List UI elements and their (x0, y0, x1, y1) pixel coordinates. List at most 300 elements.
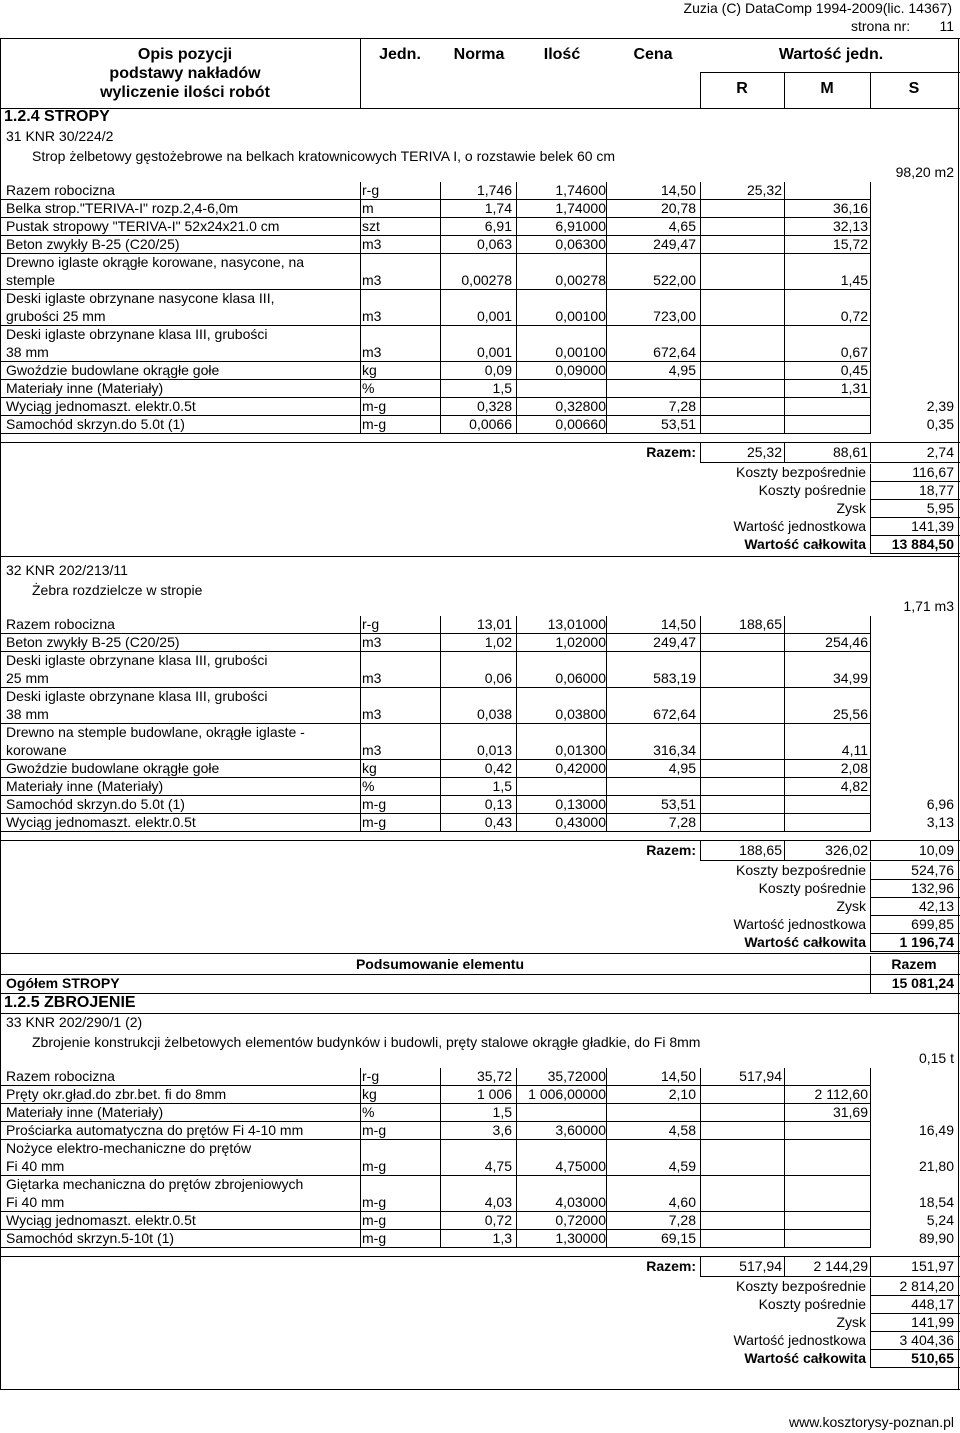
row-divider (0, 831, 870, 832)
column-divider (440, 182, 441, 434)
razem-divider (870, 1256, 871, 1276)
table-right-border (958, 38, 959, 1390)
resource-norma: 0,72 (484, 1212, 512, 1228)
razem-bottom-border (700, 462, 960, 463)
razem-divider (870, 840, 871, 860)
resource-name: grubości 25 mm (6, 308, 106, 324)
resource-value-s: 16,49 (918, 1122, 954, 1138)
resource-name: Razem robocizna (6, 1068, 115, 1084)
element-summary-divider (0, 974, 960, 975)
resource-value-s: 21,80 (918, 1158, 954, 1174)
position-number: 31 KNR 30/224/2 (6, 128, 114, 144)
element-summary-bottom (0, 993, 960, 994)
position-quantity: 0,15 t (918, 1050, 954, 1066)
column-header-opis-1: Opis pozycji (137, 46, 233, 63)
summary-label: Koszty bezpośrednie (736, 862, 866, 878)
resource-norma: 1,746 (476, 182, 512, 198)
position-description: Strop żelbetowy gęstożebrowe na belkach kratownicowych TERIVA I, o rozstawie belek 60 cm (32, 148, 616, 164)
resource-value-m: 25,56 (832, 706, 868, 722)
resource-name: Deski iglaste obrzynane klasa III, grubości (6, 652, 268, 668)
element-summary-razem-label: Razem (891, 956, 937, 972)
razem-divider (870, 442, 871, 462)
resource-name: Pustak stropowy "TERIVA-I" 52x24x21.0 cm (6, 218, 280, 234)
resource-name: Giętarka mechaniczna do prętów zbrojeniowych (6, 1176, 304, 1192)
column-divider (606, 1068, 607, 1248)
razem-divider (700, 442, 701, 462)
resource-name: Drewno iglaste okrągłe korowane, nasycone, na (6, 254, 305, 270)
resource-norma: 0,063 (476, 236, 512, 252)
resource-cena: 4,59 (668, 1158, 696, 1174)
resource-value-s: 18,54 (918, 1194, 954, 1210)
resource-value-m: 0,72 (840, 308, 868, 324)
razem-top-border (0, 840, 960, 841)
position-quantity: 1,71 m3 (903, 598, 954, 614)
razem-top-border (0, 1256, 960, 1257)
resource-value-m: 4,82 (840, 778, 868, 794)
resource-unit: m3 (362, 344, 382, 360)
summary-value: 1 196,74 (899, 934, 954, 950)
summary-divider (870, 1314, 871, 1332)
resource-name: Prościarka automatyczna do prętów Fi 4-10 mm (6, 1122, 304, 1138)
resource-value-m: 2,08 (840, 760, 868, 776)
item-separator (0, 556, 960, 557)
resource-value-m: 36,16 (832, 200, 868, 216)
resource-cena: 583,19 (653, 670, 696, 686)
resource-unit: m-g (362, 1122, 387, 1138)
razem-divider (700, 1256, 701, 1276)
resource-ilosc: 0,42000 (555, 760, 606, 776)
resource-cena: 672,64 (653, 706, 696, 722)
header-bottom-border (0, 108, 960, 109)
resource-name: Wyciąg jednomaszt. elektr.0.5t (6, 398, 196, 414)
summary-divider (870, 1278, 871, 1296)
resource-cena: 20,78 (660, 200, 696, 216)
column-header-opis-3: wyliczenie ilości robót (100, 84, 270, 101)
summary-divider (870, 862, 871, 880)
resource-cena: 7,28 (668, 814, 696, 830)
resource-norma: 1,5 (492, 1104, 512, 1120)
column-header-m: M (820, 80, 834, 97)
page-number: 11 (939, 18, 954, 34)
resource-value-s: 3,13 (926, 814, 954, 830)
table-bottom-border (0, 1389, 960, 1390)
column-header-s: S (908, 80, 920, 97)
resource-name: 25 mm (6, 670, 49, 686)
resource-unit: m-g (362, 1158, 387, 1174)
column-header-wartosc: Wartość jedn. (778, 46, 884, 63)
summary-row-border (870, 553, 960, 554)
resource-norma: 1 006 (476, 1086, 512, 1102)
resource-ilosc: 13,01000 (547, 616, 606, 632)
resource-ilosc: 4,03000 (555, 1194, 606, 1210)
resource-name: Gwoździe budowlane okrągłe gołe (6, 760, 220, 776)
column-header-jedn: Jedn. (379, 46, 421, 63)
position-description: Zbrojenie konstrukcji żelbetowych elementów budynków i budowli, pręty stalowe okrągłe gładkie, do Fi 8mm (32, 1034, 701, 1050)
resource-value-s: 0,35 (926, 416, 954, 432)
element-summary-col-divider (870, 956, 871, 994)
summary-value: 448,17 (911, 1296, 954, 1312)
resource-cena: 7,28 (668, 1212, 696, 1228)
resource-cena: 249,47 (653, 236, 696, 252)
column-divider (360, 616, 361, 832)
resource-name: Belka strop."TERIVA-I" rozp.2,4-6,0m (6, 200, 239, 216)
column-divider (784, 616, 785, 832)
summary-divider (870, 464, 871, 482)
resource-norma: 3,6 (492, 1122, 512, 1138)
row-divider (0, 1247, 870, 1248)
summary-row-border (870, 951, 960, 952)
summary-label: Wartość całkowita (744, 536, 866, 552)
resource-norma: 6,91 (484, 218, 512, 234)
resource-norma: 0,00278 (461, 272, 512, 288)
summary-label: Zysk (836, 1314, 866, 1330)
column-divider (700, 1068, 701, 1248)
header-col-divider-2 (700, 72, 701, 108)
column-divider (784, 182, 785, 434)
header-col-divider-1 (360, 38, 361, 108)
summary-divider (870, 916, 871, 934)
razem-value-m: 2 144,29 (813, 1258, 868, 1274)
position-number: 32 KNR 202/213/11 (6, 562, 128, 578)
header-col-divider-4 (870, 72, 871, 108)
summary-label: Zysk (836, 500, 866, 516)
summary-label: Koszty bezpośrednie (736, 464, 866, 480)
resource-cena: 7,28 (668, 398, 696, 414)
resource-value-s: 2,39 (926, 398, 954, 414)
summary-label: Zysk (836, 898, 866, 914)
column-divider (606, 182, 607, 434)
resource-name: Wyciąg jednomaszt. elektr.0.5t (6, 814, 196, 830)
resource-unit: m-g (362, 416, 387, 432)
resource-name: Wyciąg jednomaszt. elektr.0.5t (6, 1212, 196, 1228)
resource-cena: 14,50 (660, 1068, 696, 1084)
resource-value-r: 25,32 (746, 182, 782, 198)
column-divider (360, 1068, 361, 1248)
resource-cena: 522,00 (653, 272, 696, 288)
resource-unit: m3 (362, 742, 382, 758)
resource-ilosc: 0,03800 (555, 706, 606, 722)
resource-cena: 4,65 (668, 218, 696, 234)
razem-label: Razem: (646, 842, 696, 858)
resource-name: Materiały inne (Materiały) (6, 380, 164, 396)
resource-unit: m-g (362, 1194, 387, 1210)
resource-name: stemple (6, 272, 56, 288)
summary-label: Koszty bezpośrednie (736, 1278, 866, 1294)
resource-ilosc: 1,30000 (555, 1230, 606, 1246)
resource-unit: szt (362, 218, 380, 234)
resource-norma: 0,13 (484, 796, 512, 812)
razem-bottom-border (700, 1276, 960, 1277)
summary-value: 2 814,20 (899, 1278, 954, 1294)
resource-value-m: 15,72 (832, 236, 868, 252)
resource-cena: 4,60 (668, 1194, 696, 1210)
resource-cena: 316,34 (653, 742, 696, 758)
razem-divider (784, 1256, 785, 1276)
resource-name: Fi 40 mm (6, 1158, 65, 1174)
page-number-label: strona nr: (851, 18, 911, 34)
resource-unit: r-g (362, 616, 380, 632)
column-divider (516, 182, 517, 434)
column-divider (360, 182, 361, 434)
razem-bottom-border (700, 860, 960, 861)
resource-ilosc: 0,43000 (555, 814, 606, 830)
column-divider (606, 616, 607, 832)
summary-divider (870, 1296, 871, 1314)
resource-unit: r-g (362, 1068, 380, 1084)
position-description: Żebra rozdzielcze w stropie (32, 582, 203, 598)
resource-unit: % (362, 380, 375, 396)
resource-name: Razem robocizna (6, 182, 115, 198)
summary-label: Wartość całkowita (744, 1350, 866, 1366)
summary-label: Koszty pośrednie (758, 1296, 866, 1312)
resource-name: Drewno na stemple budowlane, okrągłe iglaste - (6, 724, 305, 740)
column-divider (870, 1068, 871, 1248)
resource-value-s: 5,24 (926, 1212, 954, 1228)
razem-value-m: 326,02 (825, 842, 868, 858)
resource-unit: m3 (362, 308, 382, 324)
resource-norma: 0,42 (484, 760, 512, 776)
summary-value: 42,13 (918, 898, 954, 914)
resource-ilosc: 0,00660 (555, 416, 606, 432)
table-left-border (0, 38, 1, 1390)
resource-cena: 53,51 (660, 416, 696, 432)
row-divider (0, 433, 870, 434)
resource-norma: 1,3 (492, 1230, 512, 1246)
element-total-value: 15 081,24 (891, 975, 954, 991)
summary-divider (870, 880, 871, 898)
resource-name: Razem robocizna (6, 616, 115, 632)
resource-norma: 0,328 (476, 398, 512, 414)
summary-divider (870, 500, 871, 518)
resource-value-r: 188,65 (739, 616, 782, 632)
resource-ilosc: 1 006,00000 (528, 1086, 606, 1102)
resource-name: 38 mm (6, 706, 49, 722)
resource-name: Beton zwykły B-25 (C20/25) (6, 634, 180, 650)
resource-value-m: 34,99 (832, 670, 868, 686)
summary-value: 5,95 (926, 500, 954, 516)
resource-norma: 35,72 (476, 1068, 512, 1084)
resource-name: Pręty okr.gład.do zbr.bet. fi do 8mm (6, 1086, 227, 1102)
resource-unit: kg (362, 1086, 377, 1102)
resource-unit: % (362, 1104, 375, 1120)
column-divider (440, 1068, 441, 1248)
resource-value-s: 89,90 (918, 1230, 954, 1246)
resource-cena: 14,50 (660, 616, 696, 632)
resource-ilosc: 0,13000 (555, 796, 606, 812)
resource-unit: m-g (362, 1230, 387, 1246)
razem-top-border (0, 442, 960, 443)
resource-norma: 0,43 (484, 814, 512, 830)
summary-value: 141,39 (911, 518, 954, 534)
summary-divider (870, 1350, 871, 1368)
column-divider (700, 182, 701, 434)
summary-value: 116,67 (912, 464, 954, 480)
resource-cena: 4,58 (668, 1122, 696, 1138)
resource-unit: m (362, 200, 374, 216)
summary-value: 18,77 (918, 482, 954, 498)
element-summary-title: Podsumowanie elementu (355, 956, 525, 972)
summary-label: Wartość jednostkowa (733, 1332, 866, 1348)
resource-ilosc: 0,06000 (555, 670, 606, 686)
resource-value-m: 1,45 (840, 272, 868, 288)
resource-name: Nożyce elektro-mechaniczne do prętów (6, 1140, 252, 1156)
column-divider (700, 616, 701, 832)
resource-value-m: 0,45 (840, 362, 868, 378)
resource-cena: 69,15 (660, 1230, 696, 1246)
column-divider (516, 1068, 517, 1248)
summary-value: 3 404,36 (899, 1332, 954, 1348)
razem-label: Razem: (646, 444, 696, 460)
resource-ilosc: 0,72000 (555, 1212, 606, 1228)
resource-ilosc: 1,74600 (555, 182, 606, 198)
razem-value-s: 151,97 (911, 1258, 954, 1274)
resource-name: Deski iglaste obrzynane nasycone klasa III, (6, 290, 275, 306)
element-total-label: Ogółem STROPY (6, 975, 120, 991)
resource-cena: 53,51 (660, 796, 696, 812)
razem-value-s: 2,74 (926, 444, 954, 460)
resource-unit: m-g (362, 796, 387, 812)
resource-name: Gwoździe budowlane okrągłe gołe (6, 362, 220, 378)
summary-divider (870, 482, 871, 500)
resource-value-m: 2 112,60 (814, 1086, 868, 1102)
resource-value-m: 32,13 (832, 218, 868, 234)
resource-name: korowane (6, 742, 67, 758)
summary-divider (870, 536, 871, 554)
column-header-norma: Norma (453, 46, 505, 63)
resource-cena: 2,10 (668, 1086, 696, 1102)
resource-unit: r-g (362, 182, 380, 198)
summary-value: 524,76 (911, 862, 954, 878)
resource-norma: 0,038 (476, 706, 512, 722)
resource-ilosc: 6,91000 (555, 218, 606, 234)
resource-name: Deski iglaste obrzynane klasa III, grubości (6, 688, 268, 704)
resource-value-m: 254,46 (825, 634, 868, 650)
resource-name: Beton zwykły B-25 (C20/25) (6, 236, 180, 252)
resource-ilosc: 4,75000 (555, 1158, 606, 1174)
section-title-zbrojenie: 1.2.5 ZBROJENIE (4, 994, 136, 1011)
resource-ilosc: 35,72000 (547, 1068, 606, 1084)
razem-label: Razem: (646, 1258, 696, 1274)
resource-norma: 0,013 (476, 742, 512, 758)
column-divider (516, 616, 517, 832)
summary-label: Wartość jednostkowa (733, 916, 866, 932)
resource-value-m: 0,67 (840, 344, 868, 360)
resource-unit: m3 (362, 634, 382, 650)
resource-ilosc: 0,00278 (555, 272, 606, 288)
section-title-underline (0, 1013, 960, 1014)
position-quantity: 98,20 m2 (895, 164, 954, 180)
column-divider (784, 1068, 785, 1248)
column-header-r: R (736, 80, 748, 97)
position-number: 33 KNR 202/290/1 (2) (6, 1014, 143, 1030)
resource-norma: 1,74 (484, 200, 512, 216)
razem-value-m: 88,61 (832, 444, 868, 460)
resource-ilosc: 0,32800 (555, 398, 606, 414)
resource-cena: 14,50 (660, 182, 696, 198)
razem-value-r: 25,32 (746, 444, 782, 460)
summary-top-border (0, 953, 960, 954)
resource-cena: 4,95 (668, 362, 696, 378)
resource-norma: 0,09 (484, 362, 512, 378)
resource-value-m: 31,69 (832, 1104, 868, 1120)
resource-name: Samochód skrzyn.5-10t (1) (6, 1230, 175, 1246)
resource-norma: 4,03 (484, 1194, 512, 1210)
resource-ilosc: 0,00100 (555, 308, 606, 324)
razem-divider (784, 840, 785, 860)
resource-name: Materiały inne (Materiały) (6, 1104, 164, 1120)
resource-unit: % (362, 778, 375, 794)
resource-norma: 13,01 (476, 616, 512, 632)
resource-value-m: 1,31 (840, 380, 868, 396)
summary-label: Koszty pośrednie (758, 482, 866, 498)
resource-ilosc: 1,74000 (555, 200, 606, 216)
razem-divider (784, 442, 785, 462)
resource-ilosc: 3,60000 (555, 1122, 606, 1138)
resource-name: Materiały inne (Materiały) (6, 778, 164, 794)
summary-value: 132,96 (911, 880, 954, 896)
resource-ilosc: 1,02000 (555, 634, 606, 650)
resource-cena: 249,47 (653, 634, 696, 650)
resource-unit: m-g (362, 1212, 387, 1228)
resource-ilosc: 0,06300 (555, 236, 606, 252)
column-divider (870, 616, 871, 832)
resource-cena: 672,64 (653, 344, 696, 360)
resource-unit: m3 (362, 236, 382, 252)
resource-name: Samochód skrzyn.do 5.0t (1) (6, 416, 185, 432)
summary-value: 141,99 (911, 1314, 954, 1330)
summary-value: 13 884,50 (891, 536, 954, 552)
summary-label: Wartość całkowita (744, 934, 866, 950)
resource-norma: 0,0066 (469, 416, 512, 432)
software-license: Zuzia (C) DataComp 1994-2009(lic. 14367) (683, 0, 952, 16)
resource-ilosc: 0,00100 (555, 344, 606, 360)
resource-value-r: 517,94 (739, 1068, 782, 1084)
resource-cena: 723,00 (653, 308, 696, 324)
summary-divider (870, 1332, 871, 1350)
resource-norma: 0,001 (476, 344, 512, 360)
resource-norma: 1,02 (484, 634, 512, 650)
resource-norma: 0,001 (476, 308, 512, 324)
column-divider (440, 616, 441, 832)
summary-label: Koszty pośrednie (758, 880, 866, 896)
resource-name: Samochód skrzyn.do 5.0t (1) (6, 796, 185, 812)
summary-divider (870, 898, 871, 916)
resource-name: 38 mm (6, 344, 49, 360)
resource-unit: m-g (362, 398, 387, 414)
summary-value: 510,65 (911, 1350, 954, 1366)
summary-label: Wartość jednostkowa (733, 518, 866, 534)
resource-unit: m3 (362, 706, 382, 722)
resource-value-m: 4,11 (841, 742, 868, 758)
header-top-border (0, 38, 960, 39)
resource-cena: 4,95 (668, 760, 696, 776)
resource-name: Deski iglaste obrzynane klasa III, grubości (6, 326, 268, 342)
razem-value-r: 517,94 (739, 1258, 782, 1274)
section-title-stropy: 1.2.4 STROPY (4, 108, 110, 125)
razem-value-r: 188,65 (739, 842, 782, 858)
column-header-cena: Cena (633, 46, 673, 63)
resource-unit: m3 (362, 272, 382, 288)
resource-norma: 1,5 (492, 778, 512, 794)
resource-norma: 0,06 (484, 670, 512, 686)
summary-divider (870, 934, 871, 952)
column-divider (870, 182, 871, 434)
resource-value-s: 6,96 (926, 796, 954, 812)
resource-unit: m-g (362, 814, 387, 830)
resource-name: Fi 40 mm (6, 1194, 65, 1210)
resource-unit: m3 (362, 670, 382, 686)
resource-ilosc: 0,09000 (555, 362, 606, 378)
